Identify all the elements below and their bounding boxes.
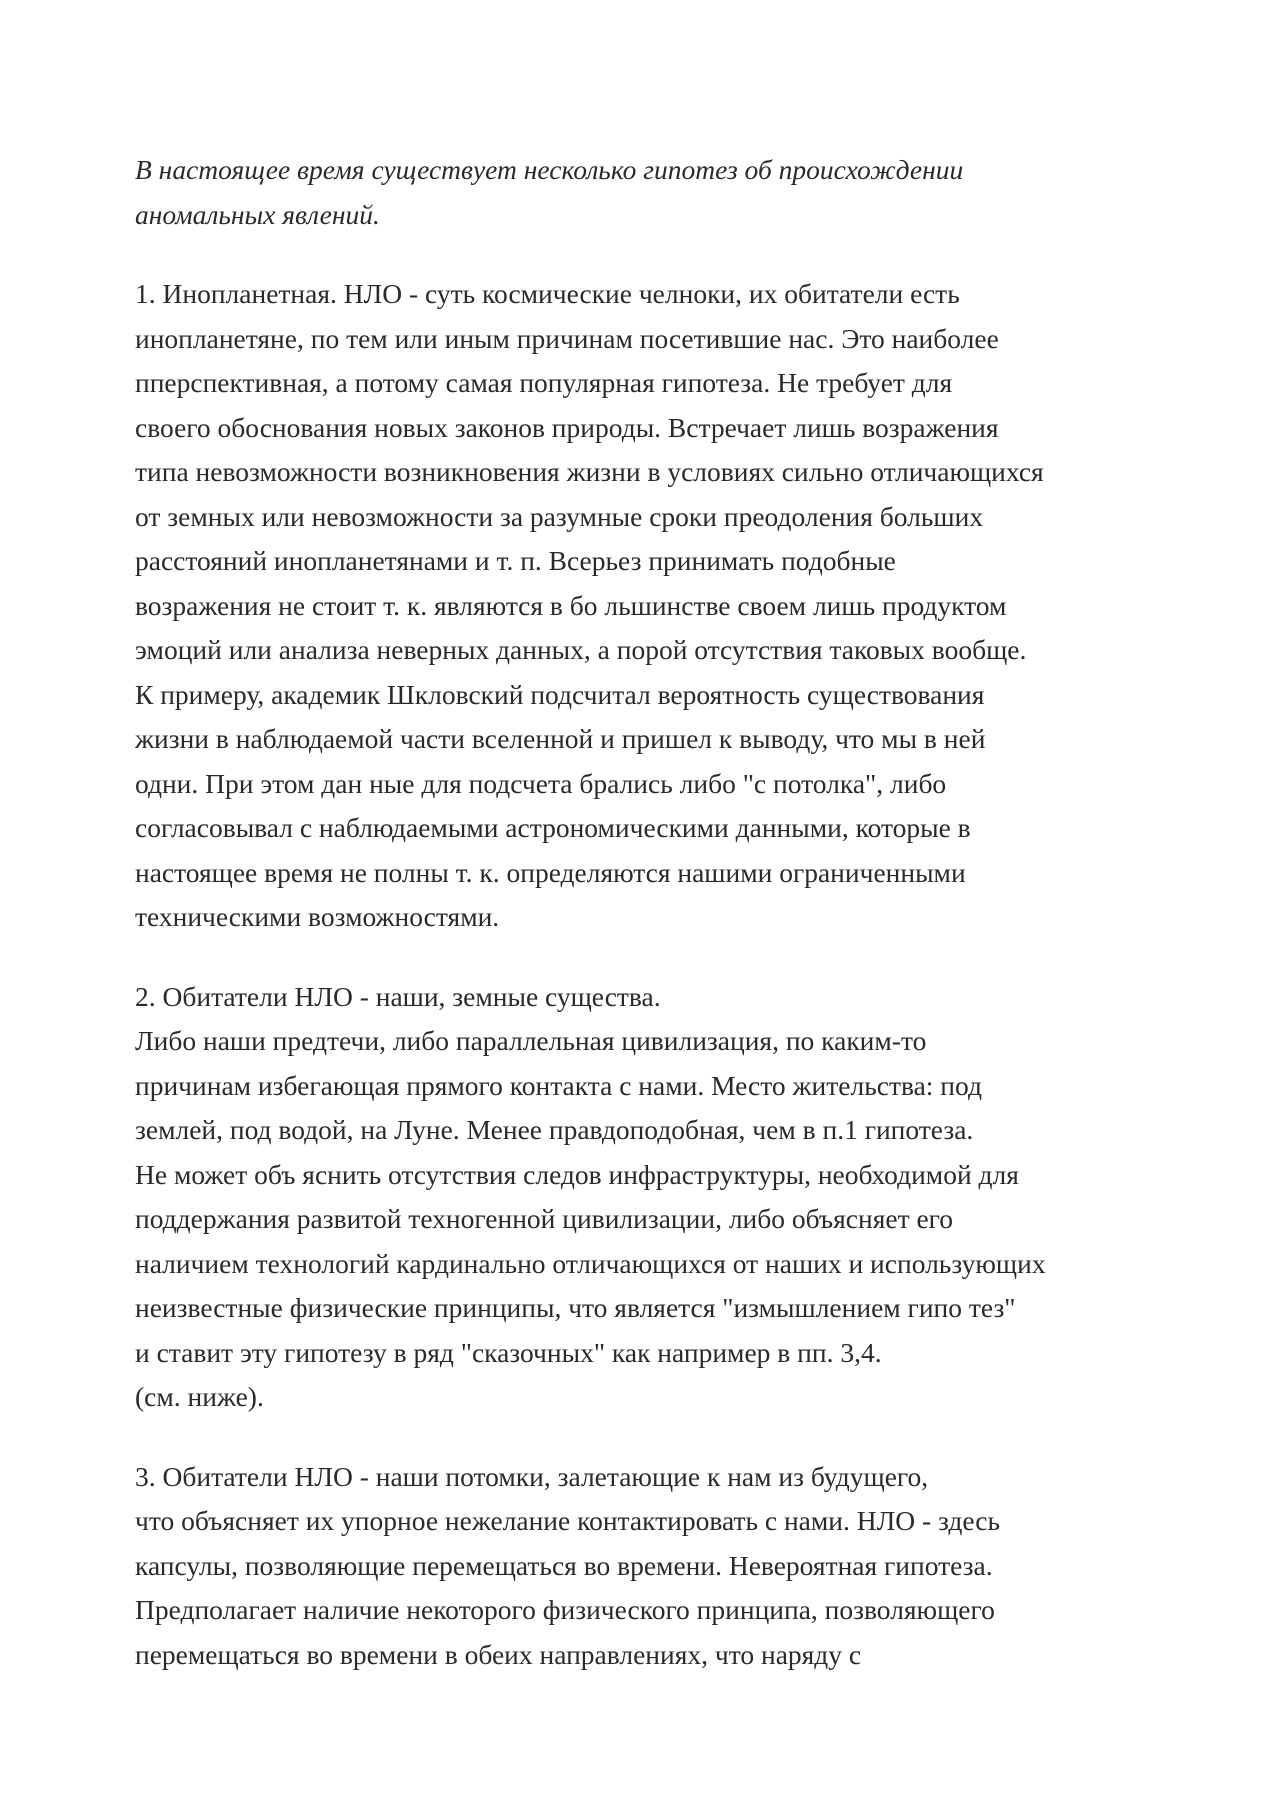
text-line: расстояний инопланетянами и т. п. Всерьез принимать подобные (135, 545, 896, 576)
text-line: землей, под водой, на Луне. Менее правдоподобная, чем в п.1 гипотеза. (135, 1114, 974, 1145)
text-line: пперспективная, а потому самая популярная гипотеза. Не требует для (135, 367, 953, 398)
intro-paragraph (135, 148, 1175, 237)
text-line: 2. Обитатели НЛО - наши, земные существа. (135, 980, 661, 1012)
text-line: 3. Обитатели НЛО - наши потомки, залетающие к нам из будущего, (135, 1460, 929, 1492)
text-line: перемещаться во времени в обеих направлениях, что наряду с (135, 1638, 862, 1670)
text-line: причинам избегающая прямого контакта с нами. Место жительства: под (135, 1069, 982, 1101)
text-line: техническими возможностями. (135, 901, 500, 932)
text-line: (см. ниже). (135, 1381, 264, 1412)
text-line: согласовывал с наблюдаемыми астрономическими данными, которые в (135, 812, 971, 843)
paragraph-gap (135, 1420, 1175, 1455)
text-line: что объясняет их упорное нежелание контактировать с нами. НЛО - здесь (135, 1505, 1001, 1536)
text-line: В настоящее время существует несколько гипотез об происхождении (135, 154, 964, 185)
text-line: наличием технологий кардинально отличающихся от наших и использующих (135, 1247, 1046, 1279)
document-body (135, 148, 1175, 1677)
paragraph-gap (135, 237, 1175, 272)
text-line: поддержания развитой техногенной цивилизации, либо объясняет его (135, 1203, 954, 1234)
text-line: Не может объ яснить отсутствия следов инфраструктуры, необходимой для (135, 1158, 1019, 1190)
text-line: инопланетяне, по тем или иным причинам посетившие нас. Это наиболее (135, 322, 999, 354)
text-line: аномальных явлений. (135, 198, 380, 230)
text-line: эмоций или анализа неверных данных, а порой отсутствия таковых вообще. (135, 634, 1027, 665)
text-line: типа невозможности возникновения жизни в условиях сильно отличающихся (135, 456, 1044, 487)
text-line: капсулы, позволяющие перемещаться во времени. Невероятная гипотеза. (135, 1549, 993, 1581)
text-line: своего обоснования новых законов природы. Встречает лишь возражения (135, 411, 999, 443)
paragraph-hypothesis-3 (135, 1455, 1175, 1678)
paragraph-hypothesis-1 (135, 272, 1175, 940)
text-line: одни. При этом дан ные для подсчета брались либо "с потолка", либо (135, 767, 947, 799)
text-line: К примеру, академик Шкловский подсчитал вероятность существования (135, 678, 985, 710)
text-line: от земных или невозможности за разумные сроки преодоления больших (135, 500, 984, 532)
paragraph-gap (135, 940, 1175, 975)
text-line: Предполагает наличие некоторого физического принципа, позволяющего (135, 1594, 995, 1625)
text-line: и ставит эту гипотезу в ряд "сказочных" как например в пп. 3,4. (135, 1336, 882, 1368)
text-line: Либо наши предтечи, либо параллельная цивилизация, по каким-то (135, 1025, 927, 1056)
text-line: 1. Инопланетная. НЛО - суть космические челноки, их обитатели есть (135, 278, 960, 309)
text-line: жизни в наблюдаемой части вселенной и пришел к выводу, что мы в ней (135, 723, 986, 754)
paragraph-hypothesis-2 (135, 975, 1175, 1420)
text-line: возражения не стоит т. к. являются в бо льшинстве своем лишь продуктом (135, 589, 1007, 621)
text-line: неизвестные физические принципы, что является "измышлением гипо тез" (135, 1292, 1016, 1323)
text-line: настоящее время не полны т. к. определяются нашими ограниченными (135, 856, 966, 888)
